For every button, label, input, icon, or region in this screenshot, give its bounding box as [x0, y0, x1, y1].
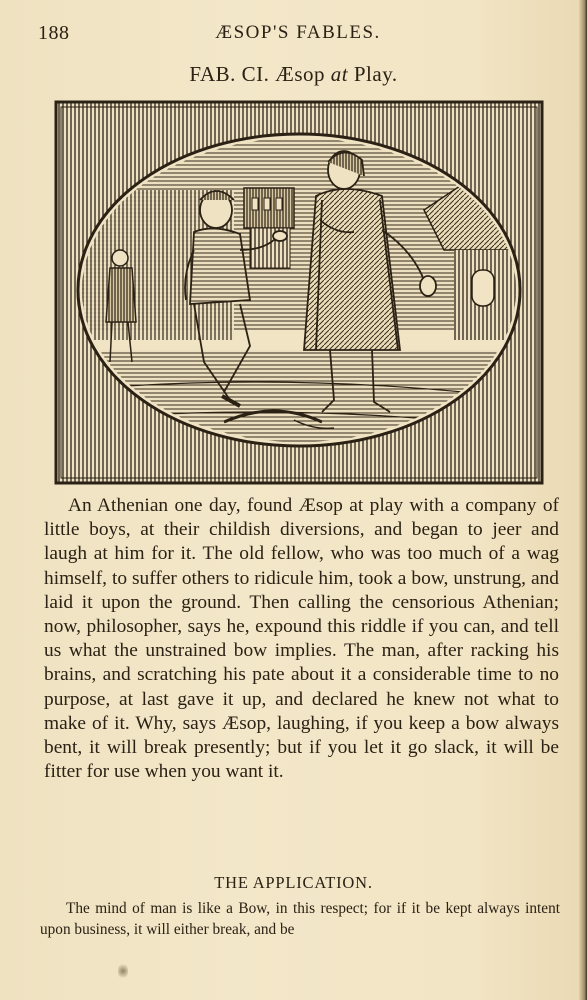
book-spine-edge — [579, 0, 587, 1000]
page-number: 188 — [38, 22, 70, 44]
running-head — [38, 22, 558, 48]
fable-title-word-1: Æsop — [275, 62, 326, 86]
fable-body-text: An Athenian one day, found Æsop at play with a company of little boys, at their childish diversions, and began to jeer and laugh at him for it. The old fellow, who was too much of a wag himself, to suffer others to ridicule him, took a bow, unstrung, and laid it upon the ground. Then calling the censorious Athenian; now, philosopher, says he, expound this riddle if you can, and tell us what the unstrained bow implies. The man, after racking his brains, and scratching his pate about it a considerable time to no purpose, at last gave it up, and declared he knew not what to make of it. Why, says Æsop, laughing, if you keep a bow always bent, it will break presently; but if you let it go slack, it will be fitter for use when you want it. — [44, 495, 559, 783]
book-title: ÆSOP'S FABLES. — [215, 22, 381, 43]
application-heading: THE APPLICATION. — [214, 873, 373, 892]
fable-title-word-3: Play. — [353, 62, 398, 86]
application-text: The mind of man is like a Bow, in this respect; for if it be kept always intent upon business, it will either break, and be — [40, 900, 560, 938]
woodcut-illustration — [54, 100, 544, 485]
fable-title — [0, 62, 587, 87]
ink-stain — [118, 962, 128, 980]
woodcut-aesop-at-play-icon — [54, 100, 544, 485]
fable-number: FAB. CI. — [189, 62, 270, 86]
fable-title-word-2: at — [330, 62, 349, 86]
